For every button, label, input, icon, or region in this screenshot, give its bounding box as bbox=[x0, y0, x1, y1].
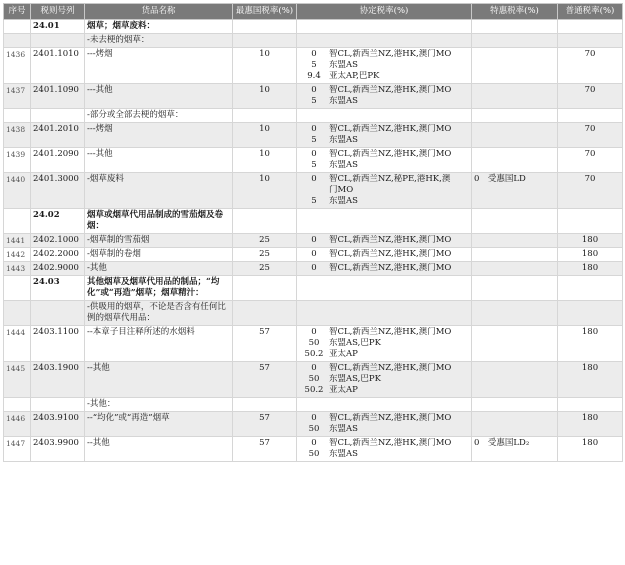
header-code: 税则号列 bbox=[31, 4, 85, 20]
special-rate-cell bbox=[472, 84, 558, 109]
agreement-rate-cell bbox=[297, 362, 472, 398]
agreement-line bbox=[299, 235, 469, 246]
mfn-rate-cell: 10 bbox=[233, 148, 297, 173]
code-cell: 2401.1010 bbox=[31, 48, 85, 84]
seq-cell: 1444 bbox=[4, 326, 31, 362]
special-rate-cell bbox=[472, 362, 558, 398]
subheading-row bbox=[4, 301, 623, 326]
code-cell: 2403.1100 bbox=[31, 326, 85, 362]
general-rate-cell: 180 bbox=[558, 326, 623, 362]
table-body bbox=[4, 20, 623, 462]
agreement-line bbox=[299, 85, 469, 96]
general-rate-cell: 180 bbox=[558, 234, 623, 248]
agreement-line bbox=[299, 413, 469, 424]
product-name-cell: -其他 bbox=[85, 262, 233, 276]
agreement-rate: 0 bbox=[311, 149, 317, 159]
table-header-row bbox=[4, 4, 623, 20]
agreement-line bbox=[299, 60, 469, 71]
mfn-rate-cell: 10 bbox=[233, 84, 297, 109]
tariff-table bbox=[3, 3, 623, 462]
seq-cell: 1443 bbox=[4, 262, 31, 276]
agreement-line bbox=[299, 160, 469, 171]
agreement-rate: 5 bbox=[311, 60, 317, 70]
agreement-rate: 0 bbox=[311, 235, 317, 245]
product-name-cell: -烟草制的雪茄烟 bbox=[85, 234, 233, 248]
mfn-rate-cell: 57 bbox=[233, 362, 297, 398]
special-rate-cell bbox=[472, 148, 558, 173]
header-special-rate: 特惠税率(%) bbox=[472, 4, 558, 20]
header-seq: 序号 bbox=[4, 4, 31, 20]
agreement-line bbox=[299, 438, 469, 449]
agreement-rate: 0 bbox=[311, 438, 317, 448]
empty-cell bbox=[297, 109, 472, 123]
agreement-line bbox=[299, 185, 469, 196]
agreement-rate: 5 bbox=[311, 135, 317, 145]
agreement-countries: 智CL,新西兰NZ,港HK,澳门MO bbox=[329, 149, 452, 159]
table-row bbox=[4, 48, 623, 84]
agreement-countries: 东盟AS bbox=[329, 135, 358, 145]
special-rate-cell bbox=[472, 262, 558, 276]
empty-cell bbox=[558, 109, 623, 123]
agreement-line bbox=[299, 49, 469, 60]
seq-cell: 1438 bbox=[4, 123, 31, 148]
empty-cell bbox=[297, 34, 472, 48]
product-name-cell: --其他 bbox=[85, 362, 233, 398]
empty-cell bbox=[297, 398, 472, 412]
seq-cell: 1445 bbox=[4, 362, 31, 398]
agreement-rate: 0 bbox=[311, 124, 317, 134]
agreement-rate: 50.2 bbox=[304, 349, 324, 359]
heading-code: 24.01 bbox=[31, 20, 85, 34]
seq-cell bbox=[4, 398, 31, 412]
header-agreement-rate: 协定税率(%) bbox=[297, 4, 472, 20]
empty-cell bbox=[233, 34, 297, 48]
empty-cell bbox=[233, 301, 297, 326]
header-name: 货品名称 bbox=[85, 4, 233, 20]
seq-cell bbox=[4, 301, 31, 326]
special-rate-cell bbox=[472, 234, 558, 248]
agreement-countries: 东盟AS bbox=[329, 449, 358, 459]
code-cell: 2403.1900 bbox=[31, 362, 85, 398]
agreement-countries: 亚太AP bbox=[329, 385, 358, 395]
agreement-rate: 0 bbox=[311, 263, 317, 273]
subheading-name: -供吸用的烟草，不论是否含有任何比例的烟草代用品： bbox=[85, 301, 233, 326]
agreement-rate-cell bbox=[297, 84, 472, 109]
agreement-line bbox=[299, 196, 469, 207]
agreement-line bbox=[299, 327, 469, 338]
code-cell bbox=[31, 301, 85, 326]
agreement-rate: 0 bbox=[311, 49, 317, 59]
agreement-countries: 亚太AP,巴PK bbox=[329, 71, 380, 81]
code-cell: 2403.9100 bbox=[31, 412, 85, 437]
empty-cell bbox=[233, 276, 297, 301]
code-cell: 2401.3000 bbox=[31, 173, 85, 209]
agreement-countries: 门MO bbox=[329, 185, 354, 195]
product-name-cell: ---烤烟 bbox=[85, 48, 233, 84]
empty-cell bbox=[233, 398, 297, 412]
code-cell bbox=[31, 398, 85, 412]
agreement-rate-cell bbox=[297, 148, 472, 173]
product-name-cell: --其他 bbox=[85, 437, 233, 462]
seq-cell bbox=[4, 109, 31, 123]
agreement-rate-cell bbox=[297, 326, 472, 362]
agreement-rate-cell bbox=[297, 48, 472, 84]
agreement-countries: 智CL,新西兰NZ,港HK,澳门MO bbox=[329, 49, 452, 59]
empty-cell bbox=[233, 109, 297, 123]
agreement-countries: 智CL,新西兰NZ,港HK,澳门MO bbox=[329, 263, 452, 273]
seq-cell bbox=[4, 20, 31, 34]
product-name-cell: ---其他 bbox=[85, 84, 233, 109]
special-rate-cell bbox=[472, 248, 558, 262]
seq-cell: 1439 bbox=[4, 148, 31, 173]
agreement-countries: 智CL,新西兰NZ,港HK,澳门MO bbox=[329, 235, 452, 245]
special-rate-cell: 0 受惠国LD₂ bbox=[472, 437, 558, 462]
agreement-rate: 0 bbox=[311, 413, 317, 423]
product-name-cell: ---烤烟 bbox=[85, 123, 233, 148]
general-rate-cell: 70 bbox=[558, 173, 623, 209]
empty-cell bbox=[472, 109, 558, 123]
header-mfn-rate: 最惠国税率(%) bbox=[233, 4, 297, 20]
code-cell: 2401.2090 bbox=[31, 148, 85, 173]
code-cell: 2402.2000 bbox=[31, 248, 85, 262]
agreement-line bbox=[299, 374, 469, 385]
table-row bbox=[4, 362, 623, 398]
agreement-countries: 智CL,新西兰NZ,港HK,澳门MO bbox=[329, 124, 452, 134]
empty-cell bbox=[297, 276, 472, 301]
agreement-line bbox=[299, 349, 469, 360]
heading-name: 其他烟草及烟草代用品的制品；“均化”或“再造”烟草；烟草精汁： bbox=[85, 276, 233, 301]
empty-cell bbox=[558, 34, 623, 48]
general-rate-cell: 70 bbox=[558, 123, 623, 148]
agreement-countries: 亚太AP bbox=[329, 349, 358, 359]
product-name-cell: --“均化”或“再造”烟草 bbox=[85, 412, 233, 437]
header-general-rate: 普通税率(%) bbox=[558, 4, 623, 20]
agreement-rate: 9.4 bbox=[307, 71, 321, 81]
agreement-line bbox=[299, 149, 469, 160]
mfn-rate-cell: 25 bbox=[233, 248, 297, 262]
subheading-name: -未去梗的烟草： bbox=[85, 34, 233, 48]
agreement-countries: 东盟AS bbox=[329, 96, 358, 106]
empty-cell bbox=[472, 398, 558, 412]
product-name-cell: -烟草制的卷烟 bbox=[85, 248, 233, 262]
heading-code: 24.03 bbox=[31, 276, 85, 301]
special-rate-cell bbox=[472, 326, 558, 362]
agreement-rate: 0 bbox=[311, 327, 317, 337]
empty-cell bbox=[558, 301, 623, 326]
agreement-countries: 智CL,新西兰NZ,港HK,澳门MO bbox=[329, 413, 452, 423]
agreement-rate: 5 bbox=[311, 96, 317, 106]
agreement-rate: 0 bbox=[311, 85, 317, 95]
special-rate-cell: 0 受惠国LD bbox=[472, 173, 558, 209]
special-rate-cell bbox=[472, 123, 558, 148]
table-row bbox=[4, 84, 623, 109]
mfn-rate-cell: 25 bbox=[233, 262, 297, 276]
code-cell bbox=[31, 34, 85, 48]
agreement-rate: 50.2 bbox=[304, 385, 324, 395]
mfn-rate-cell: 25 bbox=[233, 234, 297, 248]
code-cell: 2401.2010 bbox=[31, 123, 85, 148]
general-rate-cell: 180 bbox=[558, 262, 623, 276]
agreement-rate-cell bbox=[297, 262, 472, 276]
seq-cell: 1441 bbox=[4, 234, 31, 248]
heading-row bbox=[4, 276, 623, 301]
agreement-countries: 东盟AS,巴PK bbox=[329, 374, 381, 384]
mfn-rate-cell: 10 bbox=[233, 173, 297, 209]
seq-cell: 1437 bbox=[4, 84, 31, 109]
general-rate-cell: 70 bbox=[558, 148, 623, 173]
agreement-countries: 东盟AS,巴PK bbox=[329, 338, 381, 348]
seq-cell bbox=[4, 209, 31, 234]
empty-cell bbox=[558, 209, 623, 234]
agreement-line bbox=[299, 263, 469, 274]
mfn-rate-cell: 10 bbox=[233, 48, 297, 84]
seq-cell: 1447 bbox=[4, 437, 31, 462]
table-row bbox=[4, 437, 623, 462]
empty-cell bbox=[297, 301, 472, 326]
agreement-countries: 东盟AS bbox=[329, 424, 358, 434]
general-rate-cell: 180 bbox=[558, 412, 623, 437]
agreement-rate: 50 bbox=[308, 374, 320, 384]
table-row bbox=[4, 412, 623, 437]
mfn-rate-cell: 57 bbox=[233, 437, 297, 462]
agreement-countries: 智CL,新西兰NZ,港HK,澳门MO bbox=[329, 249, 452, 259]
agreement-rate: 5 bbox=[311, 160, 317, 170]
agreement-rate: 50 bbox=[308, 449, 320, 459]
agreement-rate-cell bbox=[297, 173, 472, 209]
agreement-rate bbox=[299, 185, 329, 196]
product-name-cell: -烟草废料 bbox=[85, 173, 233, 209]
heading-name: 烟草或烟草代用品制成的雪茄烟及卷烟： bbox=[85, 209, 233, 234]
heading-row bbox=[4, 209, 623, 234]
code-cell: 2401.1090 bbox=[31, 84, 85, 109]
agreement-rate: 50 bbox=[308, 338, 320, 348]
agreement-countries: 智CL,新西兰NZ,港HK,澳门MO bbox=[329, 438, 452, 448]
heading-code: 24.02 bbox=[31, 209, 85, 234]
code-cell: 2403.9900 bbox=[31, 437, 85, 462]
general-rate-cell: 70 bbox=[558, 48, 623, 84]
agreement-rate-cell bbox=[297, 412, 472, 437]
seq-cell: 1440 bbox=[4, 173, 31, 209]
agreement-line bbox=[299, 385, 469, 396]
agreement-countries: 智CL,新西兰NZ,港HK,澳门MO bbox=[329, 85, 452, 95]
agreement-line bbox=[299, 124, 469, 135]
agreement-countries: 智CL,新西兰NZ,港HK,澳门MO bbox=[329, 363, 452, 373]
agreement-countries: 东盟AS bbox=[329, 60, 358, 70]
agreement-rate: 0 bbox=[311, 249, 317, 259]
empty-cell bbox=[233, 209, 297, 234]
agreement-line bbox=[299, 449, 469, 460]
agreement-line bbox=[299, 363, 469, 374]
agreement-rate-cell bbox=[297, 123, 472, 148]
subheading-row bbox=[4, 109, 623, 123]
empty-cell bbox=[472, 209, 558, 234]
agreement-rate: 0 bbox=[311, 363, 317, 373]
agreement-line bbox=[299, 249, 469, 260]
agreement-line bbox=[299, 338, 469, 349]
agreement-line bbox=[299, 174, 469, 185]
empty-cell bbox=[297, 209, 472, 234]
heading-name: 烟草；烟草废料： bbox=[85, 20, 233, 34]
agreement-rate: 0 bbox=[311, 174, 317, 184]
seq-cell: 1442 bbox=[4, 248, 31, 262]
empty-cell bbox=[472, 301, 558, 326]
general-rate-cell: 70 bbox=[558, 84, 623, 109]
table-row bbox=[4, 173, 623, 209]
empty-cell bbox=[558, 398, 623, 412]
empty-cell bbox=[472, 34, 558, 48]
seq-cell bbox=[4, 276, 31, 301]
agreement-rate: 5 bbox=[311, 196, 317, 206]
agreement-rate-cell bbox=[297, 234, 472, 248]
agreement-countries: 东盟AS bbox=[329, 196, 358, 206]
seq-cell: 1436 bbox=[4, 48, 31, 84]
mfn-rate-cell: 57 bbox=[233, 326, 297, 362]
agreement-line bbox=[299, 135, 469, 146]
special-rate-cell bbox=[472, 412, 558, 437]
mfn-rate-cell: 10 bbox=[233, 123, 297, 148]
agreement-rate-cell bbox=[297, 248, 472, 262]
mfn-rate-cell: 57 bbox=[233, 412, 297, 437]
subheading-name: -部分或全部去梗的烟草： bbox=[85, 109, 233, 123]
table-row bbox=[4, 248, 623, 262]
agreement-countries: 智CL,新西兰NZ,秘PE,港HK,澳 bbox=[329, 174, 451, 184]
empty-cell bbox=[297, 20, 472, 34]
table-row bbox=[4, 262, 623, 276]
general-rate-cell: 180 bbox=[558, 362, 623, 398]
seq-cell bbox=[4, 34, 31, 48]
general-rate-cell: 180 bbox=[558, 437, 623, 462]
table-row bbox=[4, 326, 623, 362]
agreement-countries: 东盟AS bbox=[329, 160, 358, 170]
empty-cell bbox=[472, 20, 558, 34]
agreement-line bbox=[299, 96, 469, 107]
empty-cell bbox=[558, 20, 623, 34]
general-rate-cell: 180 bbox=[558, 248, 623, 262]
subheading-row bbox=[4, 398, 623, 412]
heading-row bbox=[4, 20, 623, 34]
empty-cell bbox=[558, 276, 623, 301]
special-rate-cell bbox=[472, 48, 558, 84]
product-name-cell: --本章子目注释所述的水烟料 bbox=[85, 326, 233, 362]
code-cell: 2402.1000 bbox=[31, 234, 85, 248]
table-row bbox=[4, 234, 623, 248]
code-cell: 2402.9000 bbox=[31, 262, 85, 276]
seq-cell: 1446 bbox=[4, 412, 31, 437]
agreement-rate: 50 bbox=[308, 424, 320, 434]
subheading-name: -其他： bbox=[85, 398, 233, 412]
agreement-line bbox=[299, 424, 469, 435]
code-cell bbox=[31, 109, 85, 123]
agreement-line bbox=[299, 71, 469, 82]
table-row bbox=[4, 123, 623, 148]
empty-cell bbox=[233, 20, 297, 34]
product-name-cell: ---其他 bbox=[85, 148, 233, 173]
empty-cell bbox=[472, 276, 558, 301]
table-row bbox=[4, 148, 623, 173]
agreement-rate-cell bbox=[297, 437, 472, 462]
subheading-row bbox=[4, 34, 623, 48]
agreement-countries: 智CL,新西兰NZ,港HK,澳门MO bbox=[329, 327, 452, 337]
